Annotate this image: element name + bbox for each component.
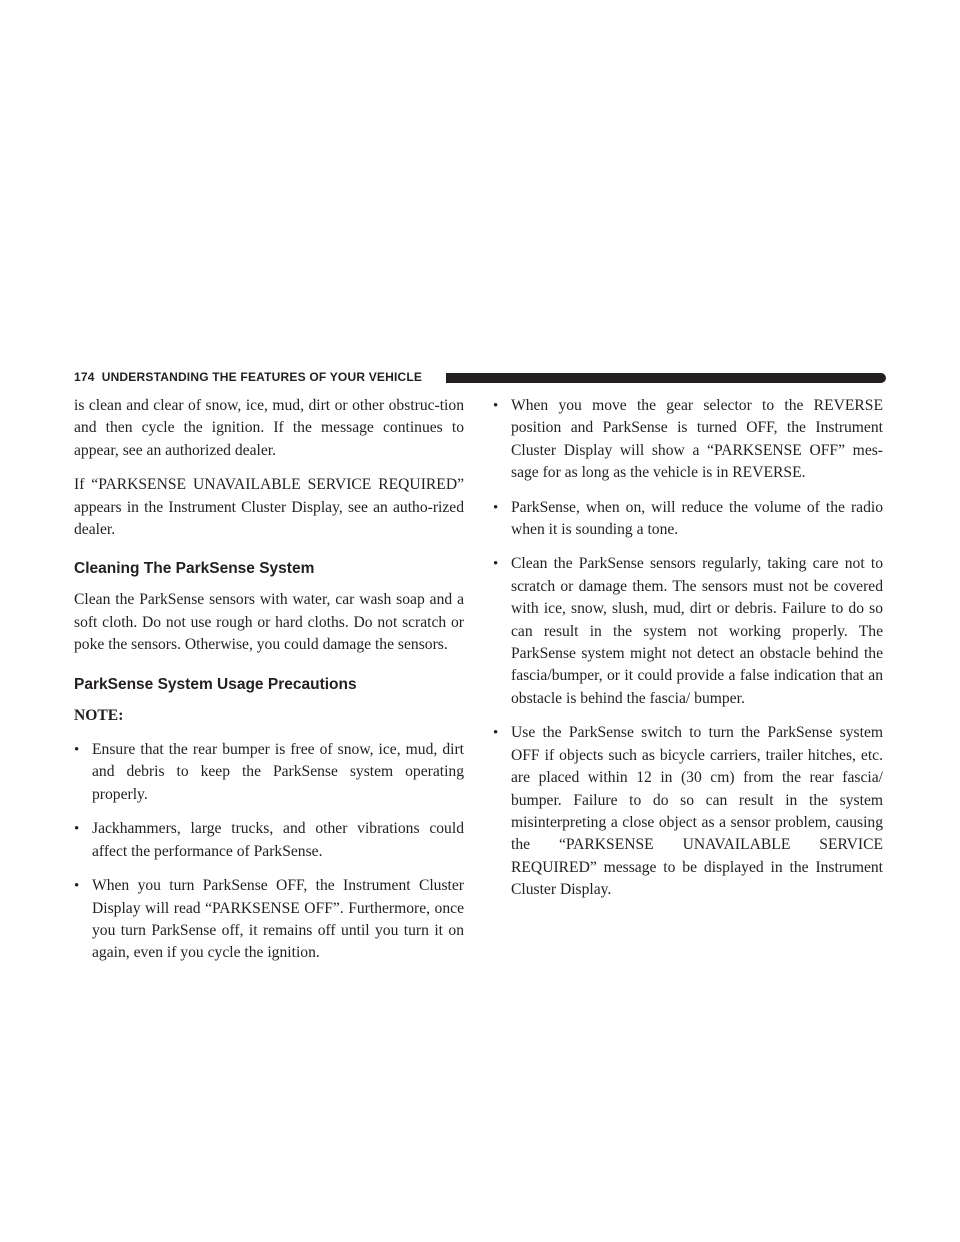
header-rule bbox=[446, 373, 886, 383]
list-item bbox=[74, 875, 464, 965]
list-item bbox=[74, 739, 464, 806]
list-item-text: Use the ParkSense switch to turn the ParkSense system OFF if objects such as bicycle carriers, trailer hitches, etc. are placed within 12 in (30 cm) from the rear fascia/ bumper. Failure to do so can result in the system misinterpreting a close object as a sensor problem, causing the “PARKSENSE UNAVAILABLE SERVICE REQUIRED” message to be displayed in the Instrument Cluster Display. bbox=[511, 724, 883, 899]
bullet-glyph: • bbox=[493, 725, 499, 742]
list-item-text: Clean the ParkSense sensors regularly, taking care not to scratch or damage them. The sensors must not be covered with ice, snow, slush, mud, dirt or debris. Failure to do so can result in the system not working properly. The ParkSense system might not detect an obstacle behind the fascia/bumper, or it could provide a false indication that an obstacle is behind the fascia/ bumper. bbox=[511, 555, 883, 707]
heading-precautions: ParkSense System Usage Precautions bbox=[74, 675, 357, 693]
paragraph-service-required: If “PARKSENSE UNAVAILABLE SERVICE REQUIRED” appears in the Instrument Cluster Display, see an autho-rized dealer. bbox=[74, 476, 464, 539]
section-title: UNDERSTANDING THE FEATURES OF YOUR VEHICLE bbox=[101, 370, 423, 384]
list-item-text: ParkSense, when on, will reduce the volume of the radio when it is sounding a tone. bbox=[511, 498, 883, 539]
precautions-list-right bbox=[493, 395, 883, 902]
bullet-glyph: • bbox=[74, 742, 80, 759]
page-header bbox=[74, 368, 886, 388]
page-number: 174 bbox=[74, 370, 95, 384]
note-label: NOTE: bbox=[74, 706, 124, 724]
list-item-text: Ensure that the rear bumper is free of snow, ice, mud, dirt and debris to keep the ParkSense system operating properly. bbox=[92, 741, 464, 803]
bullet-glyph: • bbox=[74, 821, 80, 838]
list-item-text: When you move the gear selector to the REVERSE position and ParkSense is turned OFF, the Instrument Cluster Display will show a “PARKSENSE OFF” mes-sage for as long as the vehicle is in REVERSE. bbox=[511, 397, 883, 482]
paragraph-cleaning: Clean the ParkSense sensors with water, car wash soap and a soft cloth. Do not use rough or hard cloths. Do not scratch or poke the sensors. Otherwise, you could damage the sensors. bbox=[74, 591, 464, 654]
list-item bbox=[493, 497, 883, 542]
list-item bbox=[493, 722, 883, 901]
heading-cleaning: Cleaning The ParkSense System bbox=[74, 560, 315, 578]
precautions-list-left bbox=[74, 739, 464, 965]
list-item bbox=[493, 395, 883, 485]
paragraph-continued: is clean and clear of snow, ice, mud, dirt or other obstruc-tion and then cycle the ignition. If the message continues to appear, see an authorized dealer. bbox=[74, 397, 464, 459]
list-item-text: Jackhammers, large trucks, and other vibrations could affect the performance of ParkSense. bbox=[92, 820, 464, 860]
right-column bbox=[493, 395, 883, 914]
bullet-glyph: • bbox=[493, 398, 499, 414]
list-item-text: When you turn ParkSense OFF, the Instrument Cluster Display will read “PARKSENSE OFF”. Furthermore, once you turn ParkSense off, it remains off until you turn it on again, even if you cycle the ignition. bbox=[92, 877, 464, 962]
left-column bbox=[74, 395, 464, 977]
bullet-glyph: • bbox=[493, 556, 499, 573]
bullet-glyph: • bbox=[74, 878, 80, 895]
list-item bbox=[74, 818, 464, 863]
bullet-glyph: • bbox=[493, 499, 499, 516]
list-item bbox=[493, 553, 883, 710]
header-text bbox=[74, 370, 422, 384]
